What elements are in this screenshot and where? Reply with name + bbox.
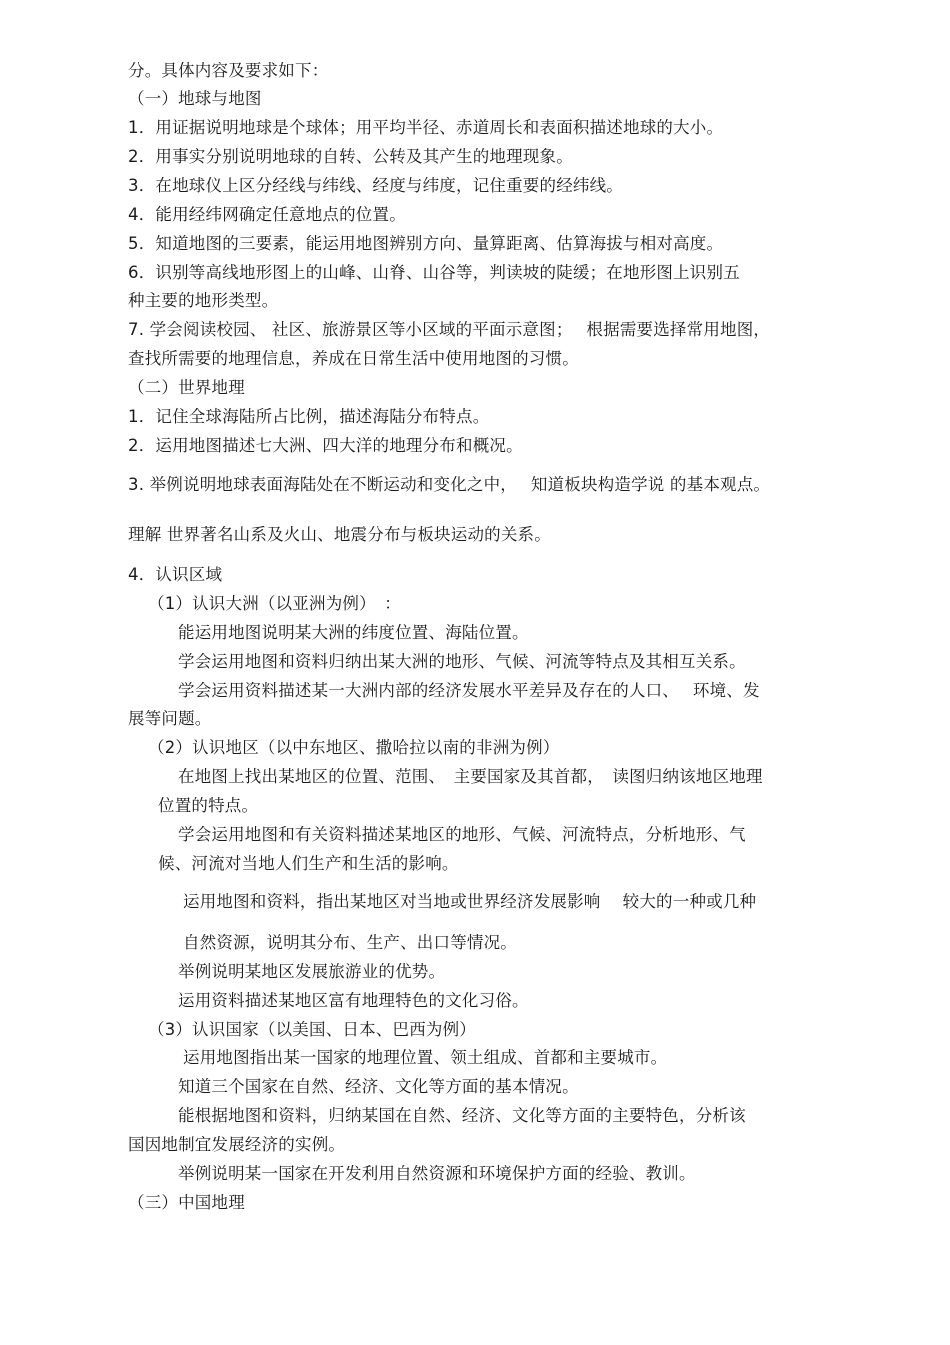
text-line: 2．用事实分别说明地球的自转、公转及其产生的地理现象。 (128, 147, 573, 166)
text-line: 展等问题。 (128, 709, 212, 728)
text-line: 1．记住全球海陆所占比例，描述海陆分布特点。 (128, 407, 490, 426)
text-line: 5．知道地图的三要素，能运用地图辨别方向、量算距离、估算海拔与相对高度。 (128, 234, 724, 253)
subsection-heading-continents: （1）认识大洲（以亚洲为例） ： (148, 594, 401, 613)
subsection-heading-areas: （2）认识地区（以中东地区、撒哈拉以南的非洲为例） (148, 738, 560, 757)
text-line: 自然资源，说明其分布、生产、出口等情况。 (183, 933, 517, 952)
text-line: 位置的特点。 (158, 796, 259, 815)
text-line: 学会运用地图和资料归纳出某大洲的地形、气候、河流等特点及其相互关系。 (178, 652, 746, 671)
text-line: 2．运用地图描述七大洲、四大洋的地理分布和概况。 (128, 436, 523, 455)
text-line: 1．用证据说明地球是个球体；用平均半径、赤道周长和表面积描述地球的大小。 (128, 118, 724, 137)
subsection-heading-countries: （3）认识国家（以美国、日本、巴西为例） (148, 1020, 476, 1039)
text-line: 候、河流对当地人们生产和生活的影响。 (158, 854, 459, 873)
section-heading-earth-and-maps: （一）地球与地图 (128, 89, 262, 108)
text-line: 举例说明某地区发展旅游业的优势。 (178, 962, 446, 981)
text-line: 运用地图和资料，指出某地区对当地或世界经济发展影响 较大的一种或几种 (183, 892, 757, 911)
text-line: 3．在地球仪上区分经线与纬线、经度与纬度，记住重要的经纬线。 (128, 176, 623, 195)
text-line: 在地图上找出某地区的位置、范围、 主要国家及其首都， 读图归纳该地区地理 (178, 767, 763, 786)
text-line: 知道三个国家在自然、经济、文化等方面的基本情况。 (178, 1077, 579, 1096)
text-line: 能根据地图和资料，归纳某国在自然、经济、文化等方面的主要特色，分析该 (178, 1106, 746, 1125)
text-line: 4．能用经纬网确定任意地点的位置。 (128, 205, 406, 224)
text-line: 6．识别等高线地形图上的山峰、山脊、山谷等，判读坡的陡缓；在地形图上识别五 (128, 263, 740, 282)
text-line: 分。具体内容及要求如下： (128, 61, 329, 80)
text-line: 7. 学会阅读校园、 社区、旅游景区等小区域的平面示意图； 根据需要选择常用地图， (128, 320, 771, 339)
text-line: 运用地图指出某一国家的地理位置、领土组成、首都和主要城市。 (183, 1048, 668, 1067)
text-line: 查找所需要的地理信息，养成在日常生活中使用地图的习惯。 (128, 349, 579, 368)
text-line: 3. 举例说明地球表面海陆处在不断运动和变化之中， 知道板块构造学说 的基本观点。 (128, 475, 771, 494)
section-heading-china-geography: （三）中国地理 (128, 1193, 245, 1212)
text-line: 种主要的地形类型。 (128, 291, 279, 310)
section-heading-world-geography: （二）世界地理 (128, 378, 245, 397)
text-line: 学会运用地图和有关资料描述某地区的地形、气候、河流特点，分析地形、气 (178, 825, 746, 844)
text-line: 国因地制宜发展经济的实例。 (128, 1135, 346, 1154)
text-line: 举例说明某一国家在开发利用自然资源和环境保护方面的经验、教训。 (178, 1164, 696, 1183)
text-line: 运用资料描述某地区富有地理特色的文化习俗。 (178, 991, 529, 1010)
text-line: 理解 世界著名山系及火山、地震分布与板块运动的关系。 (128, 525, 551, 544)
text-line: 能运用地图说明某大洲的纬度位置、海陆位置。 (178, 623, 529, 642)
text-line: 学会运用资料描述某一大洲内部的经济发展水平差异及存在的人口、 环境、发 (178, 681, 760, 700)
subsection-heading-regions: 4．认识区域 (128, 565, 223, 584)
